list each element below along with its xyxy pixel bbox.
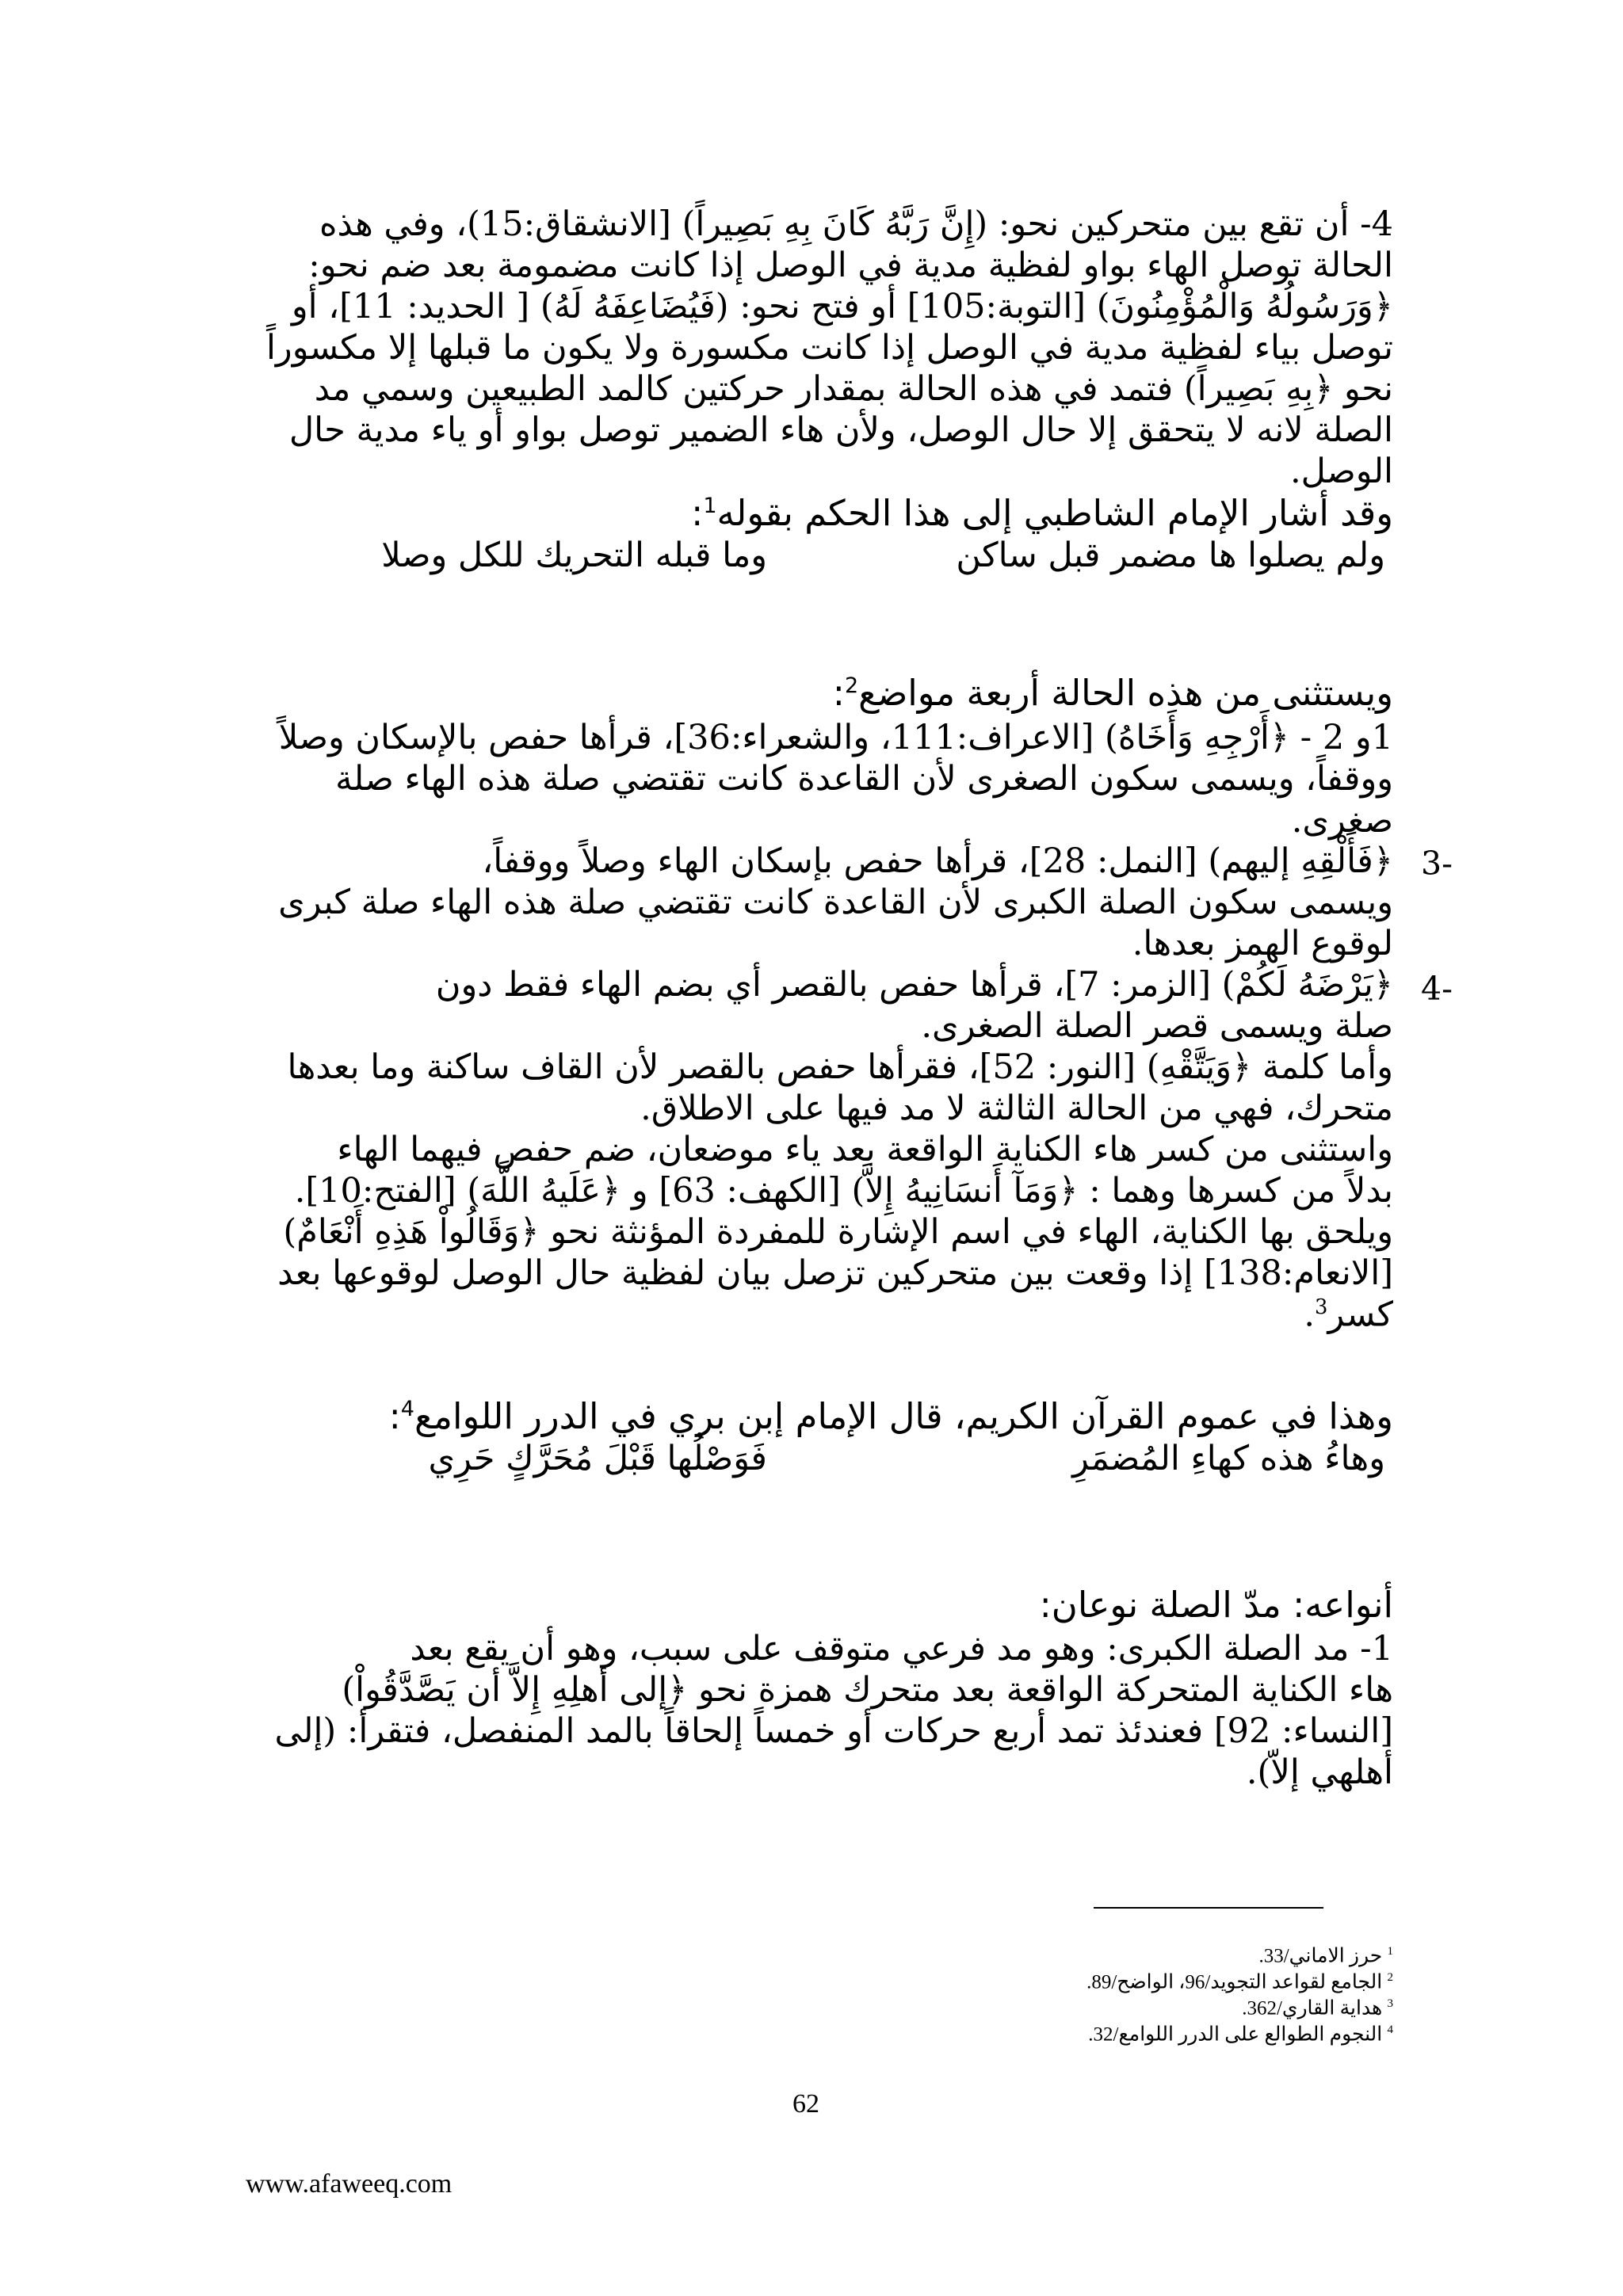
body-line: ويسمى سكون الصلة الكبرى لأن القاعدة كانت تقتضي صلة هذه الهاء صلة كبرى (278, 883, 1393, 922)
exceptions-intro-text: ويستثنى من هذه الحالة أربعة مواضع (858, 672, 1393, 714)
body-line: الوصل. (1289, 452, 1393, 491)
body-line: كسر$^3$. (1304, 1295, 1393, 1335)
body-line: [النساء: 92] فعندئذ تمد أربع حركات أو خمساً إلحاقاً بالمد المنفصل، فتقرأ: (إلى (274, 1711, 1393, 1751)
footnote-number: 4 (1387, 2023, 1393, 2036)
body-line: لوقوع الهمز بعدها. (1132, 924, 1393, 963)
ibn-bari-intro-text: وهذا في عموم القرآن الكريم، قال الإمام إبن بري في الدرر اللوامع (414, 1395, 1393, 1437)
body-line: متحرك، فهي من الحالة الثالثة لا مد فيها على الاطلاق. (640, 1089, 1393, 1128)
footnote-text: الجامع لقواعد التجويد/96، الواضح/89. (1086, 1971, 1383, 1993)
footnote-separator (1094, 1907, 1323, 1909)
body-line: نحو ﴿بِهِ بَصِيراً) فتمد في هذه الحالة بمقدار حركتين كالمد الطبيعين وسمي مد (314, 369, 1393, 409)
body-line-text: كسر (1327, 1295, 1393, 1335)
body-line: أهلهي إلاّ). (1246, 1753, 1393, 1792)
body-line: 1و 2 - ﴿أَرْجِهِ وَأَخَاهُ) [الاعراف:111، والشعراء:36]، قرأها حفص بالإسكان وصلاً (278, 718, 1393, 757)
body-line: الصلة لانه لا يتحقق إلا حال الوصل، ولأن هاء الضمير توصل بواو أو ياء مدية حال (288, 410, 1393, 450)
body-line: هاء الكناية المتحركة الواقعة بعد متحرك همزة نحو ﴿إلى أهلِهِ إِلاَّ أن يَصَّدَّقُواْ) (342, 1670, 1393, 1710)
footnote-ref: 1 (703, 494, 717, 518)
footnote-number: 1 (1387, 1945, 1393, 1958)
footnote-text: حرز الاماني/33. (1258, 1945, 1383, 1967)
body-line: واستثنى من كسر هاء الكناية الواقعة بعد ياء موضعان، ضم حفص فيهما الهاء (337, 1130, 1393, 1169)
exceptions-intro-line: ويستثنى من هذه الحالة أربعة مواضع$^2$: (832, 672, 1393, 714)
footnote (1086, 1972, 1393, 1992)
footnote-ref: 4 (400, 1397, 414, 1421)
body-line: ﴿وَرَسُولُهُ وَالْمُؤْمِنُونَ) [التوبة:105] أو فتح نحو: (فَيُضَاعِفَهُ لَهُ) [ الحديد: 11]، أو (291, 287, 1393, 326)
footnote-ref: 2 (844, 673, 859, 698)
quote-intro-text: وقد أشار الإمام الشاطبي إلى هذا الحكم بقوله (716, 492, 1393, 534)
section-heading: أنواعه: مدّ الصلة نوعان: (1039, 1584, 1393, 1626)
list-number: 4- (1421, 970, 1453, 1008)
quote-intro-line: وقد أشار الإمام الشاطبي إلى هذا الحكم بقوله$^1$: (691, 492, 1393, 534)
footnote (1258, 1946, 1393, 1966)
footnote-text: هداية القاري/362. (1242, 1997, 1383, 2019)
list-number: 3- (1421, 845, 1453, 883)
verse-first-hemistich: وهاءُ هذه كهاءِ المُضمَرِ (1072, 1439, 1385, 1478)
ibn-bari-intro-line: وهذا في عموم القرآن الكريم، قال الإمام إبن بري في الدرر اللوامع$^4$: (388, 1395, 1393, 1437)
body-line: بدلاً من كسرها وهما : ﴿وَمَآ أَنسَانِيهُ إِلاَّ) [الكهف: 63] و ﴿عَلَيهُ اللَّهَ) [الفتح:10]. (294, 1171, 1393, 1211)
footnote (1088, 2024, 1393, 2044)
body-line: وأما كلمة ﴿وَيَتَّقْهِ) [النور: 52]، فقرأها حفص بالقصر لأن القاف ساكنة وما بعدها (287, 1047, 1393, 1087)
body-line: ووقفاً، ويسمى سكون الصغرى لأن القاعدة كانت تقتضي صلة هذه الهاء صلة (335, 759, 1393, 799)
body-line: توصل بياء لفظية مدية في الوصل إذا كانت مكسورة ولا يكون ما قبلها إلا مكسوراً (265, 328, 1393, 368)
verse-first-hemistich: ولم يصلوا ها مضمر قبل ساكن (956, 536, 1385, 575)
body-line: ﴿يَرْضَهُ لَكُمْ) [الزمر: 7]، قرأها حفص بالقصر أي بضم الهاء فقط دون (435, 965, 1393, 1005)
page-number: 62 (792, 2089, 819, 2119)
body-line: [الانعام:138] إذا وقعت بين متحركين تزصل بيان لفظية حال الوصل لوقوعها بعد (277, 1253, 1393, 1293)
body-line: صلة ويسمى قصر الصلة الصغرى. (921, 1006, 1393, 1046)
verse-second-hemistich: وما قبله التحريك للكل وصلا (381, 536, 767, 575)
body-line: 4- أن تقع بين متحركين نحو: (إِنَّ رَبَّهُ كَانَ بِهِ بَصِيراً) [الانشقاق:15)، وفي هذه (319, 204, 1393, 244)
body-line: 1- مد الصلة الكبرى: وهو مد فرعي متوقف على سبب، وهو أن يقع بعد (410, 1629, 1393, 1669)
footnote-text: النجوم الطوالع على الدرر اللوامع/32. (1088, 2023, 1383, 2046)
footnote-number: 3 (1387, 1997, 1393, 2010)
website-url[interactable]: www.afaweeq.com (246, 2169, 453, 2199)
body-line: الحالة توصل الهاء بواو لفظية مدية في الوصل إذا كانت مضمومة بعد ضم نحو: (308, 246, 1393, 285)
footnote-ref: 3 (1315, 1295, 1328, 1319)
footnote-number: 2 (1387, 1971, 1393, 1984)
verse-second-hemistich: فَوَصْلُها قَبْلَ مُحَرَّكٍ حَرِي (428, 1439, 767, 1478)
body-line: ﴿فَأَلْقِهِ إليهم) [النمل: 28]، قرأها حفص بإسكان الهاء وصلاً ووقفاً، (482, 841, 1393, 881)
body-line: ويلحق بها الكناية، الهاء في اسم الإشارة للمفردة المؤنثة نحو ﴿وَقَالُواْ هَذِهِ أَنْعَامٌ) (283, 1212, 1393, 1252)
body-line: صغرى. (1291, 801, 1393, 841)
footnote (1242, 1998, 1393, 2018)
